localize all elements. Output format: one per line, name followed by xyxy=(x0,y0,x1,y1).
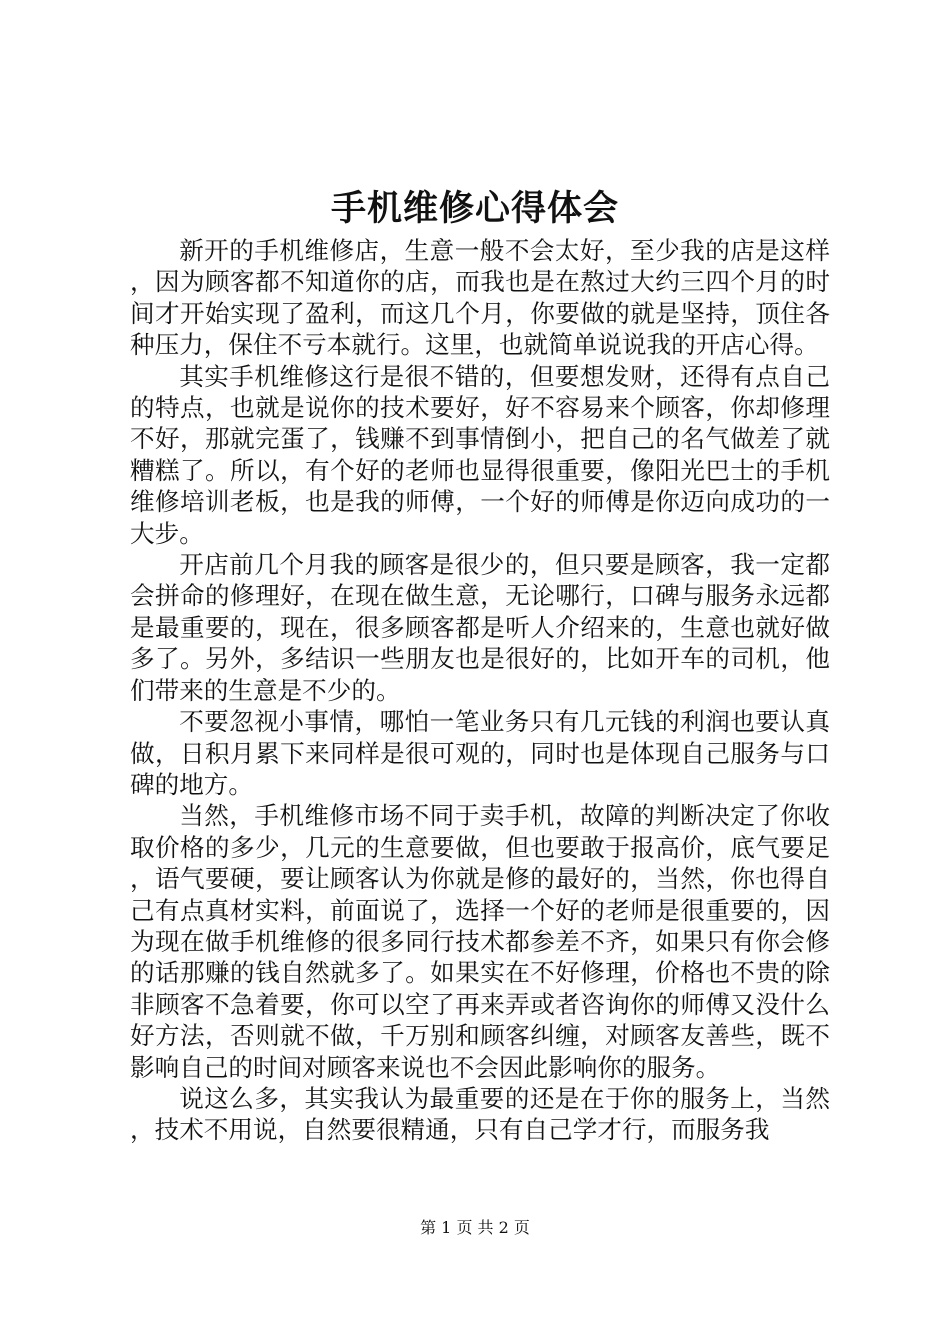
paragraph-2: 其实手机维修这行是很不错的，但要想发财，还得有点自己的特点，也就是说你的技术要好，好不容易来个顾客，你却修理不好，那就完蛋了，钱赚不到事情倒小，把自己的名气做差了就糟糕了。所以，有个好的老师也显得很重要，像阳光巴士的手机维修培训老板，也是我的师傅，一个好的师傅是你迈向成功的一大步。 xyxy=(130,361,830,548)
document-body xyxy=(130,235,830,1146)
document-title: 手机维修心得体会 xyxy=(330,189,619,229)
paragraph-3: 开店前几个月我的顾客是很少的，但只要是顾客，我一定都会拼命的修理好，在现在做生意，无论哪行，口碑与服务永远都是最重要的，现在，很多顾客都是听人介绍来的，生意也就好做多了。另外，多结识一些朋友也是很好的，比如开车的司机，他们带来的生意是不少的。 xyxy=(130,550,830,705)
page-footer: 第 1 页 共 2 页 xyxy=(420,1218,530,1237)
paragraph-4: 不要忽视小事情，哪怕一笔业务只有几元钱的利润也要认真做，日积月累下来同样是很可观的，同时也是体现自己服务与口碑的地方。 xyxy=(130,707,830,799)
paragraph-6: 说这么多，其实我认为最重要的还是在于你的服务上，当然，技术不用说，自然要很精通，只有自己学才行，而服务我 xyxy=(130,1083,830,1145)
paragraph-1: 新开的手机维修店，生意一般不会太好，至少我的店是这样，因为顾客都不知道你的店，而我也是在熬过大约三四个月的时间才开始实现了盈利，而这几个月，你要做的就是坚持，顶住各种压力，保住不亏本就行。这里，也就简单说说我的开店心得。 xyxy=(130,236,830,360)
paragraph-5: 当然，手机维修市场不同于卖手机，故障的判断决定了你收取价格的多少，几元的生意要做，但也要敢于报高价，底气要足，语气要硬，要让顾客认为你就是修的最好的，当然，你也得自己有点真材实料，前面说了，选择一个好的老师是很重要的，因为现在做手机维修的很多同行技术都参差不齐，如果只有你会修的话那赚的钱自然就多了。如果实在不好修理，价格也不贵的除非顾客不急着要，你可以空了再来弄或者咨询你的师傅又没什么好方法，否则就不做，千万别和顾客纠缠，对顾客友善些，既不影响自己的时间对顾客来说也不会因此影响你的服务。 xyxy=(130,801,830,1082)
